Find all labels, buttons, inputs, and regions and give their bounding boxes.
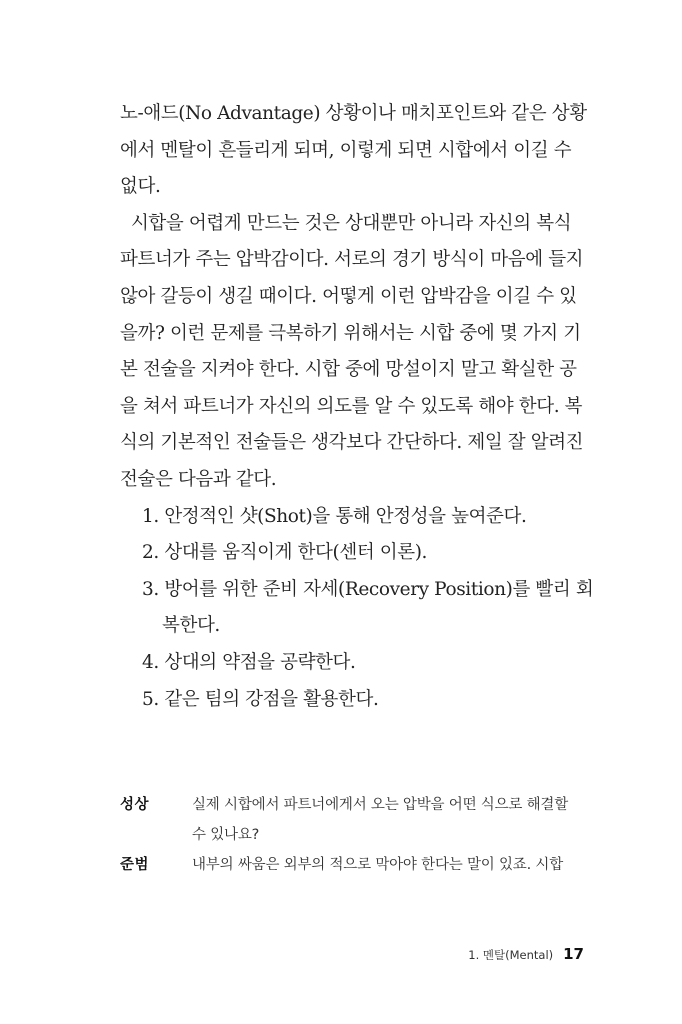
body-text: [120, 96, 594, 718]
body-line: 식의 기본적인 전술들은 생각보다 간단하다. 제일 잘 알려진: [120, 432, 584, 454]
body-line: 본 전술을 지켜야 한다. 시합 중에 망설이지 말고 확실한 공: [120, 359, 577, 381]
body-line: 노-애드(No Advantage) 상황이나 매치포인트와 같은 상황: [120, 103, 587, 124]
speech-line: 내부의 싸움은 외부의 적으로 막아야 한다는 말이 있죠. 시합: [192, 857, 564, 873]
list-item: 2. 상대를 움직이게 한다(센터 이론).: [142, 542, 428, 564]
body-line: 전술은 다음과 같다.: [120, 468, 277, 490]
speech-text: [192, 850, 590, 880]
body-line: 에서 멘탈이 흔들리게 되며, 이렇게 되면 시합에서 이길 수: [120, 139, 572, 161]
body-line: 않아 갈등이 생길 때이다. 어떻게 이런 압박감을 이길 수 있: [120, 285, 577, 307]
list-item: 5. 같은 팀의 강점을 활용한다.: [142, 688, 379, 710]
tactics-list: [120, 499, 594, 719]
chapter-label: 1. 멘탈(Mental): [468, 948, 554, 962]
list-item-continuation: 복한다.: [162, 615, 220, 637]
speaker-name: 성상: [120, 797, 150, 813]
speech-line: 실제 시합에서 파트너에게서 오는 압박을 어떤 식으로 해결할: [192, 797, 569, 813]
page-footer: [468, 945, 584, 963]
dialogue-section: [120, 790, 590, 880]
body-line: 시합을 어렵게 만드는 것은 상대뿐만 아니라 자신의 복식: [120, 212, 572, 234]
page-number: 17: [563, 945, 584, 963]
body-line: 을 쳐서 파트너가 자신의 의도를 알 수 있도록 해야 한다. 복: [120, 395, 583, 417]
list-item: 4. 상대의 약점을 공략한다.: [142, 651, 356, 673]
body-line: 파트너가 주는 압박감이다. 서로의 경기 방식이 마음에 들지: [120, 249, 584, 271]
body-line: 없다.: [120, 176, 161, 198]
list-item: 3. 방어를 위한 준비 자세(Recovery Position)를 빨리 회: [142, 578, 594, 600]
speech-text: [192, 790, 590, 850]
dialogue-entry: [120, 790, 590, 850]
speech-line: 수 있나요?: [192, 827, 260, 843]
body-line: 을까? 이런 문제를 극복하기 위해서는 시합 중에 몇 가지 기: [120, 322, 581, 344]
dialogue-entry: [120, 850, 590, 880]
speaker-name: 준범: [120, 857, 150, 873]
list-item: 1. 안정적인 샷(Shot)을 통해 안정성을 높여준다.: [142, 505, 527, 527]
